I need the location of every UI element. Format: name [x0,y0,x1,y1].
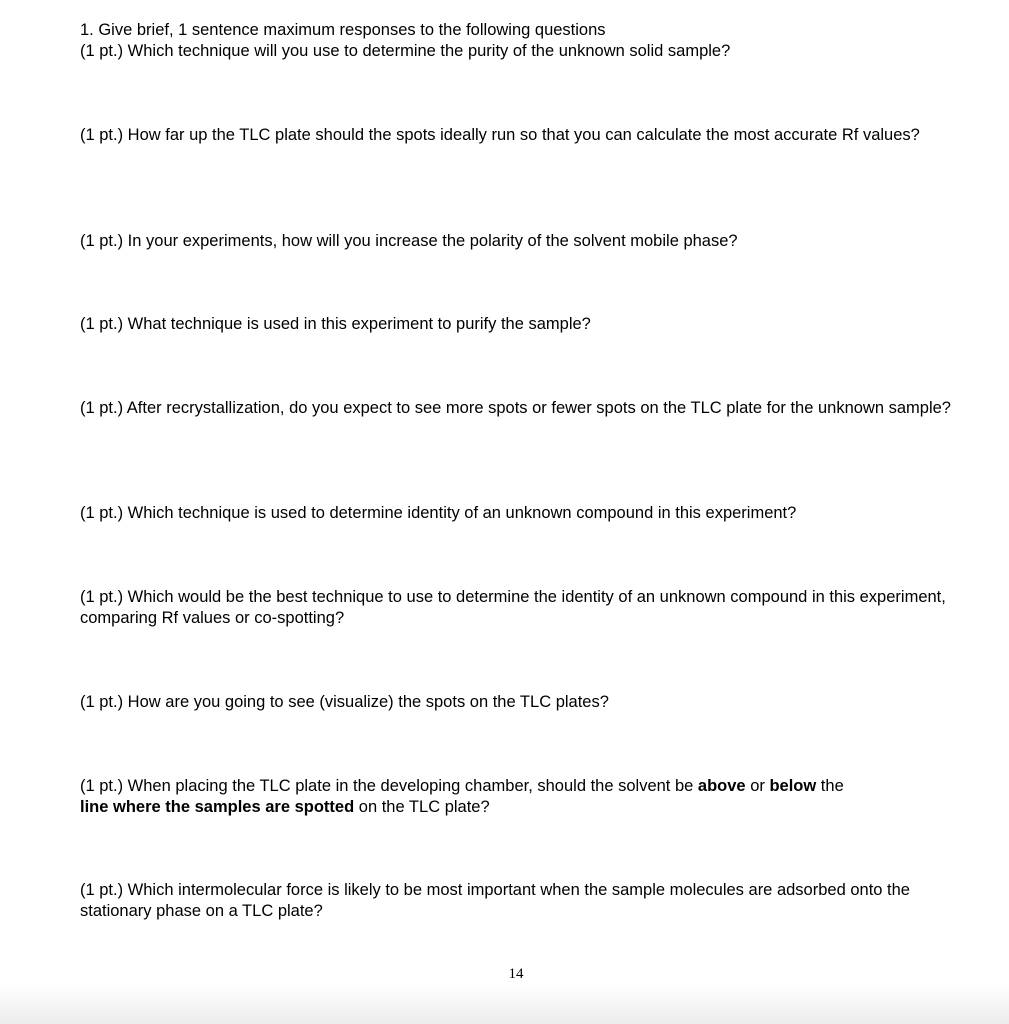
question-6: (1 pt.) Which technique is used to determine identity of an unknown compound in this experiment? [80,504,797,522]
question-9-text-1: (1 pt.) When placing the TLC plate in the developing chamber, should the solvent be [80,777,698,795]
question-4: (1 pt.) What technique is used in this experiment to purify the sample? [80,315,591,333]
question-9-bold-line: line where the samples are spotted [80,798,355,816]
question-8: (1 pt.) How are you going to see (visualize) the spots on the TLC plates? [80,693,609,711]
question-3: (1 pt.) In your experiments, how will you increase the polarity of the solvent mobile phase? [80,232,738,250]
question-9-text-2: or [745,777,770,795]
question-1: (1 pt.) Which technique will you use to determine the purity of the unknown solid sample? [80,42,731,60]
page-number: 14 [508,966,524,982]
question-2: (1 pt.) How far up the TLC plate should the spots ideally run so that you can calculate the most accurate Rf values? [80,126,920,144]
question-5: (1 pt.) After recrystallization, do you expect to see more spots or fewer spots on the TLC plate for the unknown sample? [80,399,951,417]
question-7: (1 pt.) Which would be the best technique to use to determine the identity of an unknown compound in this experiment, comparing Rf values or co-spotting? [80,588,946,627]
question-9-text-3: the [816,777,844,795]
question-9-bold-above: above [697,777,746,795]
question-10: (1 pt.) Which intermolecular force is likely to be most important when the sample molecules are adsorbed onto the stationary phase on a TLC plate? [80,881,910,920]
section-heading: 1. Give brief, 1 sentence maximum responses to the following questions [80,21,606,39]
question-9-text-4: on the TLC plate? [354,798,490,816]
question-9-bold-below: below [769,777,817,795]
bottom-shadow [0,984,1009,1024]
question-9 [80,776,960,818]
